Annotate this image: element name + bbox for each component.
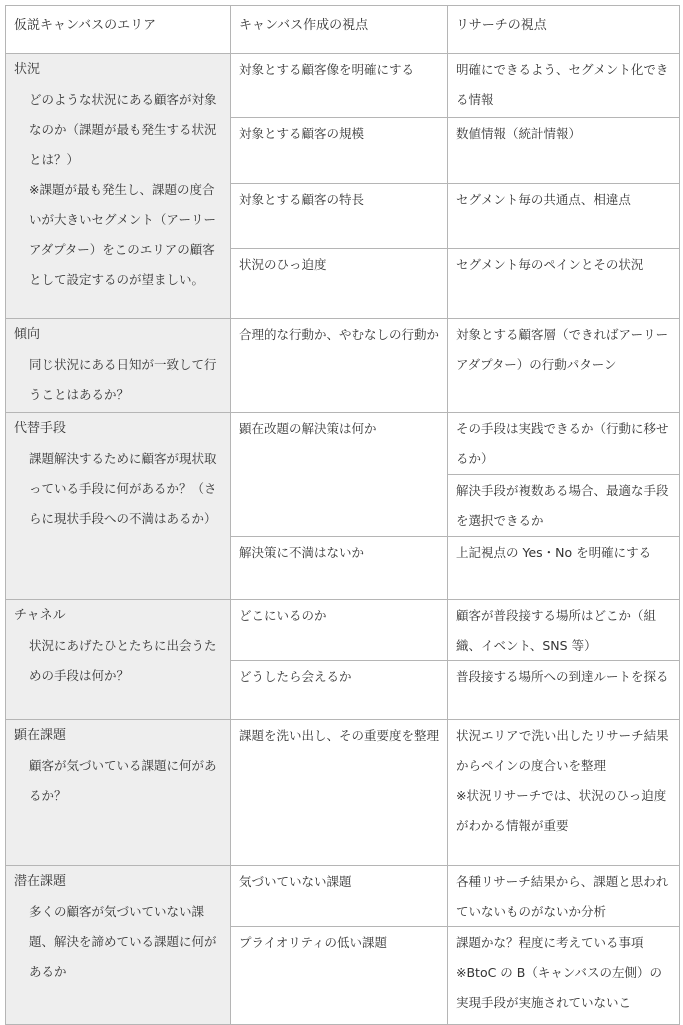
research-cell: 状況エリアで洗い出したリサーチ結果からペインの度合いを整理 ※状況リサーチでは、状況のひっ迫度がわかる情報が重要	[447, 719, 680, 866]
header-area: 仮説キャンバスのエリア	[5, 5, 231, 54]
header-canvas: キャンバス作成の視点	[230, 5, 448, 54]
canvas-cell: 対象とする顧客像を明確にする	[230, 53, 448, 118]
area-title: チャネル	[14, 608, 66, 623]
area-description: 状況にあげたひとたちに出会うための手段は何か？	[29, 638, 217, 683]
area-title: 代替手段	[14, 421, 67, 436]
canvas-cell: 解決策に不満はないか	[230, 536, 448, 600]
area-description: 課題解決するために顧客が現状取っている手段に何があるか？（さらに現状手段への不満はあるか）	[29, 451, 217, 526]
research-cell: セグメント毎の共通点、相違点	[447, 183, 680, 249]
canvas-cell: 状況のひっ迫度	[230, 248, 448, 319]
research-note: ※状況リサーチでは、状況のひっ迫度がわかる情報が重要	[456, 788, 667, 833]
research-cell: 解決手段が複数ある場合、最適な手段を選択できるか	[447, 474, 680, 537]
area-alternatives	[5, 412, 231, 600]
area-title: 状況	[14, 62, 41, 77]
header-research: リサーチの視点	[447, 5, 680, 54]
research-cell: 各種リサーチ結果から、課題と思われていないものがないか分析	[447, 865, 680, 927]
research-cell: 顧客が普段接する場所はどこか（組織、イベント、SNS 等）	[447, 599, 680, 661]
area-title: 顕在課題	[14, 728, 67, 743]
research-cell: 普段接する場所への到達ルートを探る	[447, 660, 680, 720]
area-latent-issues	[5, 865, 231, 1025]
canvas-cell: 合理的な行動か、やむなしの行動か	[230, 318, 448, 413]
canvas-cell: 対象とする顧客の規模	[230, 117, 448, 184]
research-cell: 上記視点の Yes・No を明確にする	[447, 536, 680, 600]
area-tendency	[5, 318, 231, 413]
area-description: どのような状況にある顧客が対象なのか（課題が最も発生する状況とは？）	[29, 92, 217, 167]
area-note: ※課題が最も発生し、課題の度合いが大きいセグメント（アーリーアダプター）をこのエリアの顧客として設定するのが望ましい。	[29, 182, 217, 287]
research-cell: 数値情報（統計情報）	[447, 117, 680, 184]
area-situation	[5, 53, 231, 319]
canvas-cell: プライオリティの低い課題	[230, 926, 448, 1025]
research-cell: セグメント毎のペインとその状況	[447, 248, 680, 319]
canvas-cell: 気づいていない課題	[230, 865, 448, 927]
research-cell: 対象とする顧客層（できればアーリーアダプター）の行動パターン	[447, 318, 680, 413]
research-cell: 課題かな？程度に考えている事項 ※BtoC の B（キャンバスの左側）の実現手段が実施されていないこ	[447, 926, 680, 1025]
area-description: 同じ状況にある日知が一致して行うことはあるか？	[29, 357, 217, 402]
area-description: 顧客が気づいている課題に何があるか？	[29, 758, 217, 803]
canvas-cell: 顕在改題の解決策は何か	[230, 412, 448, 537]
research-cell: その手段は実践できるか（行動に移せるか）	[447, 412, 680, 475]
area-overt-issues	[5, 719, 231, 866]
area-channel	[5, 599, 231, 720]
canvas-cell: どうしたら会えるか	[230, 660, 448, 720]
canvas-cell: どこにいるのか	[230, 599, 448, 661]
area-title: 傾向	[14, 327, 41, 342]
canvas-cell: 対象とする顧客の特長	[230, 183, 448, 249]
research-note: ※BtoC の B（キャンバスの左側）の実現手段が実施されていないこ	[456, 965, 662, 1010]
area-title: 潜在課題	[14, 874, 67, 889]
canvas-cell: 課題を洗い出し、その重要度を整理	[230, 719, 448, 866]
research-cell: 明確にできるよう、セグメント化できる情報	[447, 53, 680, 118]
area-description: 多くの顧客が気づいていない課題、解決を諦めている課題に何があるか	[29, 904, 217, 979]
